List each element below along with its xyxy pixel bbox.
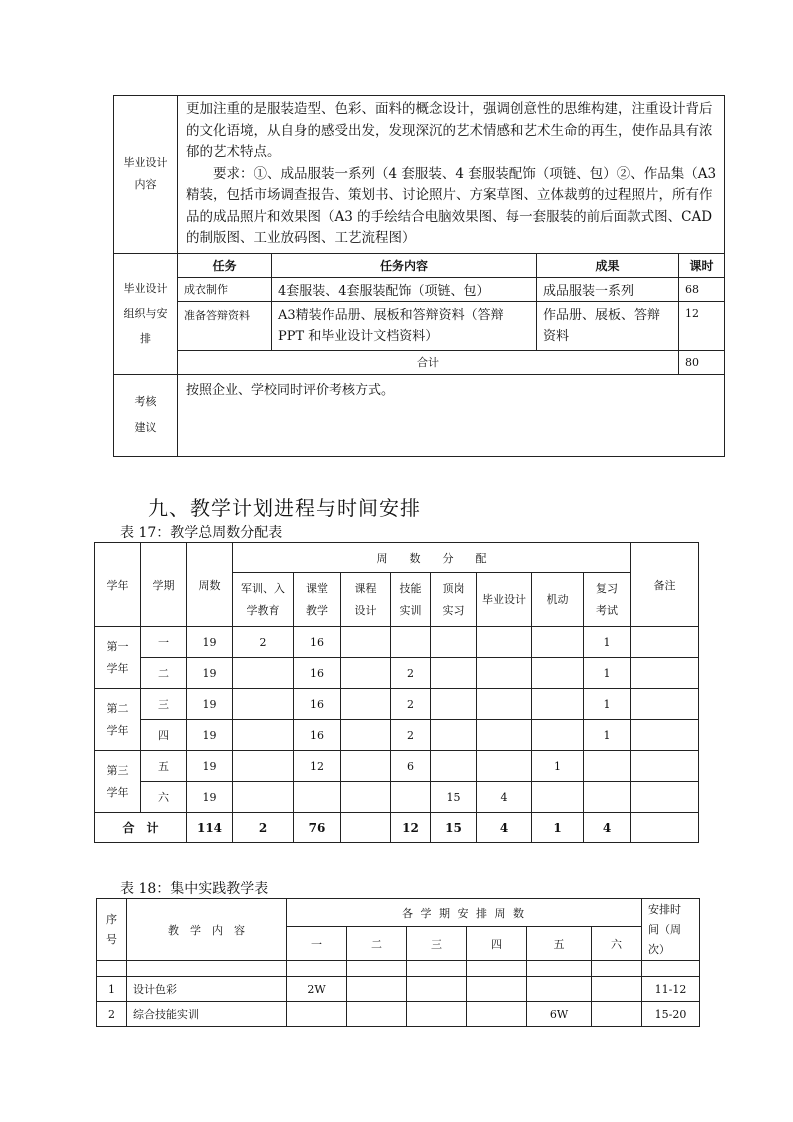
t17-term: 二: [141, 658, 187, 689]
t17-cell: [233, 751, 294, 782]
design-content-text: [178, 96, 725, 254]
t17-total-label: 合 计: [95, 813, 187, 843]
t18-row-content: 综合技能实训: [127, 1002, 287, 1027]
t18-row-cell: [467, 1002, 527, 1027]
t18-row-time: 15-20: [642, 1002, 700, 1027]
t17-cell: 16: [294, 627, 341, 658]
org-header-hours: 课时: [679, 253, 725, 277]
graduation-design-table: [113, 95, 725, 457]
t17-term: 四: [141, 720, 187, 751]
t17-cell: 4: [477, 782, 532, 813]
eval-text: 按照企业、学校同时评价考核方式。: [178, 374, 725, 456]
t18-row-cell: [287, 1002, 347, 1027]
t18-term-header: 五: [527, 927, 592, 961]
table17: [94, 542, 699, 843]
table18-caption: 表 18：集中实践教学表: [120, 881, 269, 897]
t17-cell: [431, 627, 477, 658]
t18-term-header: 二: [347, 927, 407, 961]
t17-total-cell: 2: [233, 813, 294, 843]
t17-cell: [477, 627, 532, 658]
t17-cell: [294, 782, 341, 813]
t17-cell: 19: [187, 689, 233, 720]
t18-term-header: 六: [592, 927, 642, 961]
design-content-label: 毕业设计 内容: [114, 96, 178, 254]
t18-row-cell: [467, 977, 527, 1002]
t17-cell: 1: [584, 689, 631, 720]
t17-cell: [391, 627, 431, 658]
t17-cell: [532, 689, 584, 720]
t17-cell: 19: [187, 658, 233, 689]
t18-term-header: 四: [467, 927, 527, 961]
org-total-label: 合计: [178, 350, 679, 374]
t17-total-cell: [341, 813, 391, 843]
t17-cell: 19: [187, 751, 233, 782]
t17-cell: [431, 751, 477, 782]
eval-label: 考核 建议: [114, 374, 178, 456]
t17-sub-header: 机动: [532, 573, 584, 627]
t17-note: [631, 720, 699, 751]
t17-sub-header: 军训、入 学教育: [233, 573, 294, 627]
t18-row-cell: [592, 977, 642, 1002]
t18-row-cell: 6W: [527, 1002, 592, 1027]
t17-cell: [532, 658, 584, 689]
t17-total-cell: 1: [532, 813, 584, 843]
t17-cell: [431, 720, 477, 751]
t17-cell: 1: [584, 627, 631, 658]
t17-note: [631, 658, 699, 689]
t18-row-cell: 2W: [287, 977, 347, 1002]
org-row-hours: 12: [679, 301, 725, 350]
t17-cell: [233, 658, 294, 689]
t17-note: [631, 689, 699, 720]
t18-row-cell: [592, 1002, 642, 1027]
t17-cell: [341, 689, 391, 720]
t17-note: [631, 751, 699, 782]
org-label: 毕业设计 组织与安 排: [114, 253, 178, 374]
t18-row-cell: [347, 977, 407, 1002]
t17-term: 五: [141, 751, 187, 782]
t17-cell: [233, 689, 294, 720]
t17-cell: 15: [431, 782, 477, 813]
table18: [96, 898, 700, 1027]
t17-cell: [431, 689, 477, 720]
t17-cell: 16: [294, 720, 341, 751]
t17-cell: 6: [391, 751, 431, 782]
t17-term: 一: [141, 627, 187, 658]
t17-cell: 19: [187, 627, 233, 658]
t17-cell: 2: [391, 658, 431, 689]
t17-cell: [233, 720, 294, 751]
t17-sub-header: 课程 设计: [341, 573, 391, 627]
t17-cell: 2: [391, 720, 431, 751]
t18-header-time: 安排时 间（周 次）: [642, 899, 700, 961]
t17-cell: [532, 627, 584, 658]
t17-note: [631, 813, 699, 843]
t17-header-distribution: 周 数 分 配: [233, 543, 631, 573]
t17-year-label: 第一 学年: [95, 627, 141, 689]
t18-row-time: 11-12: [642, 977, 700, 1002]
t17-total-cell: 114: [187, 813, 233, 843]
t17-header-year: 学年: [95, 543, 141, 627]
t17-cell: [341, 627, 391, 658]
t17-cell: [532, 720, 584, 751]
t17-cell: 19: [187, 720, 233, 751]
t17-cell: [233, 782, 294, 813]
t17-term: 三: [141, 689, 187, 720]
t17-cell: 16: [294, 689, 341, 720]
t17-total-cell: 4: [477, 813, 532, 843]
t17-cell: 1: [584, 658, 631, 689]
t17-cell: [477, 751, 532, 782]
t18-header-content: 教 学 内 容: [127, 899, 287, 961]
t17-cell: 1: [532, 751, 584, 782]
design-content-para1: 更加注重的是服装造型、色彩、面料的概念设计，强调创意性的思维构建，注重设计背后的文化语境，从自身的感受出发，发现深沉的艺术情感和艺术生命的再生，使作品具有浓郁的艺术特点。: [186, 101, 713, 160]
t18-row-no: 1: [97, 977, 127, 1002]
t17-sub-header: 课堂 教学: [294, 573, 341, 627]
t17-cell: [477, 689, 532, 720]
t17-cell: [477, 658, 532, 689]
org-total-value: 80: [679, 350, 725, 374]
t18-term-header: 一: [287, 927, 347, 961]
t17-total-cell: 15: [431, 813, 477, 843]
t17-cell: [477, 720, 532, 751]
t17-header-term: 学期: [141, 543, 187, 627]
t17-sub-header: 复习 考试: [584, 573, 631, 627]
t17-total-cell: 4: [584, 813, 631, 843]
design-content-para2: 要求：①、成品服装一系列（4 套服装、4 套服装配饰（项链、包）②、作品集（A3 精装，包括市场调查报告、策划书、讨论照片、方案草图、立体裁剪的过程照片，所有作品的成品照片和效果图（A3 的手绘结合电脑效果图、每一套服装的前后面款式图、CAD 的制版图、工业放码图、工艺流程图）: [186, 165, 717, 246]
t18-row-cell: [347, 1002, 407, 1027]
t18-header-no: 序 号: [97, 899, 127, 961]
t17-note: [631, 627, 699, 658]
t17-cell: 12: [294, 751, 341, 782]
t17-header-weeks: 周数: [187, 543, 233, 627]
t17-cell: 16: [294, 658, 341, 689]
t17-cell: [391, 782, 431, 813]
t17-cell: 1: [584, 720, 631, 751]
org-row-hours: 68: [679, 277, 725, 301]
t17-total-cell: 76: [294, 813, 341, 843]
org-header-content: 任务内容: [272, 253, 537, 277]
t17-cell: [584, 751, 631, 782]
t18-header-terms: 各 学 期 安 排 周 数: [287, 899, 642, 927]
t17-cell: [341, 782, 391, 813]
t17-sub-header: 顶岗 实习: [431, 573, 477, 627]
t17-header-note: 备注: [631, 543, 699, 627]
t17-sub-header: 毕业设计: [477, 573, 532, 627]
t18-row-no: 2: [97, 1002, 127, 1027]
org-row-task: 准备答辩资料: [178, 301, 272, 350]
t18-row-cell: [407, 977, 467, 1002]
t17-cell: 2: [391, 689, 431, 720]
t17-year-label: 第二 学年: [95, 689, 141, 751]
t18-row-cell: [407, 1002, 467, 1027]
t17-cell: 19: [187, 782, 233, 813]
org-row-content: A3精装作品册、展板和答辩资料（答辩 PPT 和毕业设计文档资料）: [272, 301, 537, 350]
t18-row-content: 设计色彩: [127, 977, 287, 1002]
org-row-result: 作品册、展板、答辩资料: [537, 301, 679, 350]
org-header-task: 任务: [178, 253, 272, 277]
org-row-result: 成品服装一系列: [537, 277, 679, 301]
t17-cell: [341, 720, 391, 751]
t17-cell: [341, 658, 391, 689]
t17-cell: [431, 658, 477, 689]
t17-total-cell: 12: [391, 813, 431, 843]
section-title: 九、教学计划进程与时间安排: [148, 496, 421, 520]
t17-note: [631, 782, 699, 813]
t17-cell: [341, 751, 391, 782]
t17-year-label: 第三 学年: [95, 751, 141, 813]
t17-cell: [584, 782, 631, 813]
t17-term: 六: [141, 782, 187, 813]
org-row-task: 成衣制作: [178, 277, 272, 301]
t18-term-header: 三: [407, 927, 467, 961]
t18-row-cell: [527, 977, 592, 1002]
org-header-result: 成果: [537, 253, 679, 277]
t17-cell: 2: [233, 627, 294, 658]
t17-sub-header: 技能 实训: [391, 573, 431, 627]
table17-caption: 表 17：教学总周数分配表: [120, 525, 283, 541]
org-row-content: 4套服装、4套服装配饰（项链、包）: [272, 277, 537, 301]
t17-cell: [532, 782, 584, 813]
